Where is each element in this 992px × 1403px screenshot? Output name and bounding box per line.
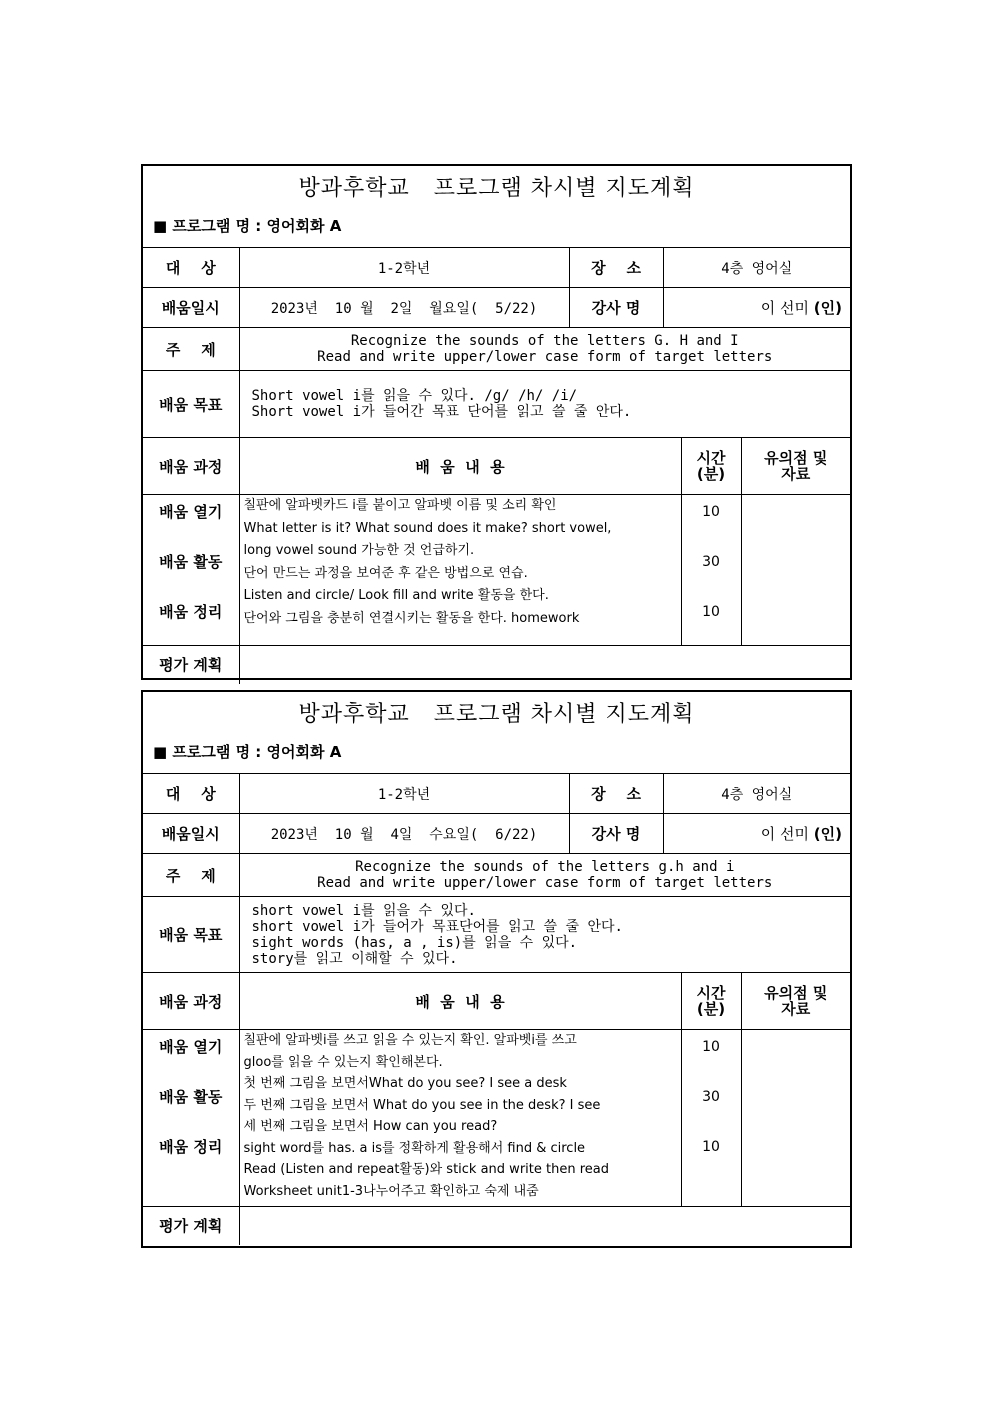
target-label: 대 상 [143, 774, 239, 814]
date-value: 2023년 10 월 4일 수요일( 6/22) [239, 814, 569, 854]
time-value: 10 [702, 1139, 720, 1155]
lesson-plan-2 [141, 690, 852, 1248]
process-label: 배움 과정 [143, 973, 239, 1030]
goal-label: 배움 목표 [143, 371, 239, 438]
step-label: 배움 정리 [159, 603, 223, 621]
lesson-content [239, 1030, 681, 1207]
eval-label: 평가 계획 [143, 1207, 239, 1245]
program-name: ■ 프로그램 명 : 영어회화 A [153, 743, 342, 761]
time-values [681, 1030, 741, 1207]
target-value: 1-2학년 [239, 774, 569, 814]
content-line: 첫 번째 그림을 보면서What do you see? I see a desk [243, 1076, 567, 1091]
plan-title: 방과후학교 프로그램 차시별 지도계획 [298, 176, 695, 201]
content-line: 단어 만드는 과정을 보여준 후 같은 방법으로 연습. [243, 565, 528, 581]
notes-cell [741, 495, 850, 646]
teacher-label: 강사 명 [569, 288, 663, 328]
place-label: 장 소 [569, 248, 663, 288]
time-header: 시간 (분) [681, 973, 741, 1030]
goal-label: 배움 목표 [143, 897, 239, 973]
lesson-content [239, 495, 681, 646]
place-label: 장 소 [569, 774, 663, 814]
notes-header: 유의점 및 자료 [741, 973, 850, 1030]
content-line: Worksheet unit1-3나누어주고 확인하고 숙제 내줌 [243, 1183, 539, 1199]
content-line: What letter is it? What sound does it make? short vowel, [243, 520, 612, 536]
date-label: 배움일시 [143, 814, 239, 854]
content-line: sight word를 has. a is를 정확하게 활용해서 find & circle [243, 1140, 586, 1156]
process-label: 배움 과정 [143, 438, 239, 495]
program-name: ■ 프로그램 명 : 영어회화 A [153, 217, 342, 235]
content-header: 배 움 내 용 [239, 438, 681, 495]
step-label: 배움 열기 [159, 503, 223, 521]
time-value: 10 [702, 504, 720, 520]
process-steps [143, 1030, 239, 1207]
topic-value: Recognize the sounds of the letters g.h and i Read and write upper/lower case form of target letters [239, 854, 850, 897]
content-line: 칠판에 알파벳카드 i를 붙이고 알파벳 이름 및 소리 확인 [243, 498, 557, 513]
eval-value [239, 646, 850, 684]
content-line: 세 번째 그림을 보면서 How can you read? [243, 1119, 498, 1134]
goal-value: short vowel i를 읽을 수 있다. short vowel i가 들어가 목표단어를 읽고 쓸 줄 안다. sight words (has, a , is)를 읽을 수 있다. story를 읽고 이해할 수 있다. [239, 897, 850, 973]
notes-cell [741, 1030, 850, 1207]
time-value: 30 [702, 554, 720, 570]
topic-label: 주 제 [143, 328, 239, 371]
content-header: 배 움 내 용 [239, 973, 681, 1030]
teacher-label: 강사 명 [569, 814, 663, 854]
place-value: 4층 영어실 [663, 774, 850, 814]
plan-table [143, 247, 850, 684]
time-value: 10 [702, 1039, 720, 1055]
time-values [681, 495, 741, 646]
content-line: 칠판에 알파벳i를 쓰고 읽을 수 있는지 확인. 알파벳i를 쓰고 [243, 1033, 577, 1048]
target-value: 1-2학년 [239, 248, 569, 288]
step-label: 배움 열기 [159, 1038, 223, 1056]
notes-header: 유의점 및 자료 [741, 438, 850, 495]
plan-title: 방과후학교 프로그램 차시별 지도계획 [298, 702, 695, 727]
topic-value: Recognize the sounds of the letters G. H and I Read and write upper/lower case form of target letters [239, 328, 850, 371]
time-value: 10 [702, 604, 720, 620]
time-header: 시간 (분) [681, 438, 741, 495]
date-label: 배움일시 [143, 288, 239, 328]
content-line: Listen and circle/ Look fill and write 활동을 한다. [243, 588, 549, 603]
step-label: 배움 활동 [159, 1088, 223, 1106]
step-label: 배움 활동 [159, 553, 223, 571]
content-line: long vowel sound 가능한 것 언급하기. [243, 543, 475, 558]
time-value: 30 [702, 1089, 720, 1105]
eval-label: 평가 계획 [143, 646, 239, 684]
content-line: Read (Listen and repeat활동)와 stick and write then read [243, 1162, 609, 1177]
content-line: gloo를 읽을 수 있는지 확인해본다. [243, 1054, 443, 1070]
teacher-value: 이 선미 (인) [663, 288, 850, 328]
lesson-plan-1 [141, 164, 852, 680]
eval-value [239, 1207, 850, 1245]
process-steps [143, 495, 239, 646]
place-value: 4층 영어실 [663, 248, 850, 288]
goal-value: Short vowel i를 읽을 수 있다. /g/ /h/ /i/ Short vowel i가 들어간 목표 단어를 읽고 쓸 줄 안다. [239, 371, 850, 438]
teacher-value: 이 선미 (인) [663, 814, 850, 854]
content-line: 두 번째 그림을 보면서 What do you see in the desk? I see [243, 1097, 601, 1113]
date-value: 2023년 10 월 2일 월요일( 5/22) [239, 288, 569, 328]
target-label: 대 상 [143, 248, 239, 288]
content-line: 단어와 그림을 충분히 연결시키는 활동을 한다. homework [243, 610, 580, 626]
topic-label: 주 제 [143, 854, 239, 897]
step-label: 배움 정리 [159, 1138, 223, 1156]
plan-table [143, 773, 850, 1245]
